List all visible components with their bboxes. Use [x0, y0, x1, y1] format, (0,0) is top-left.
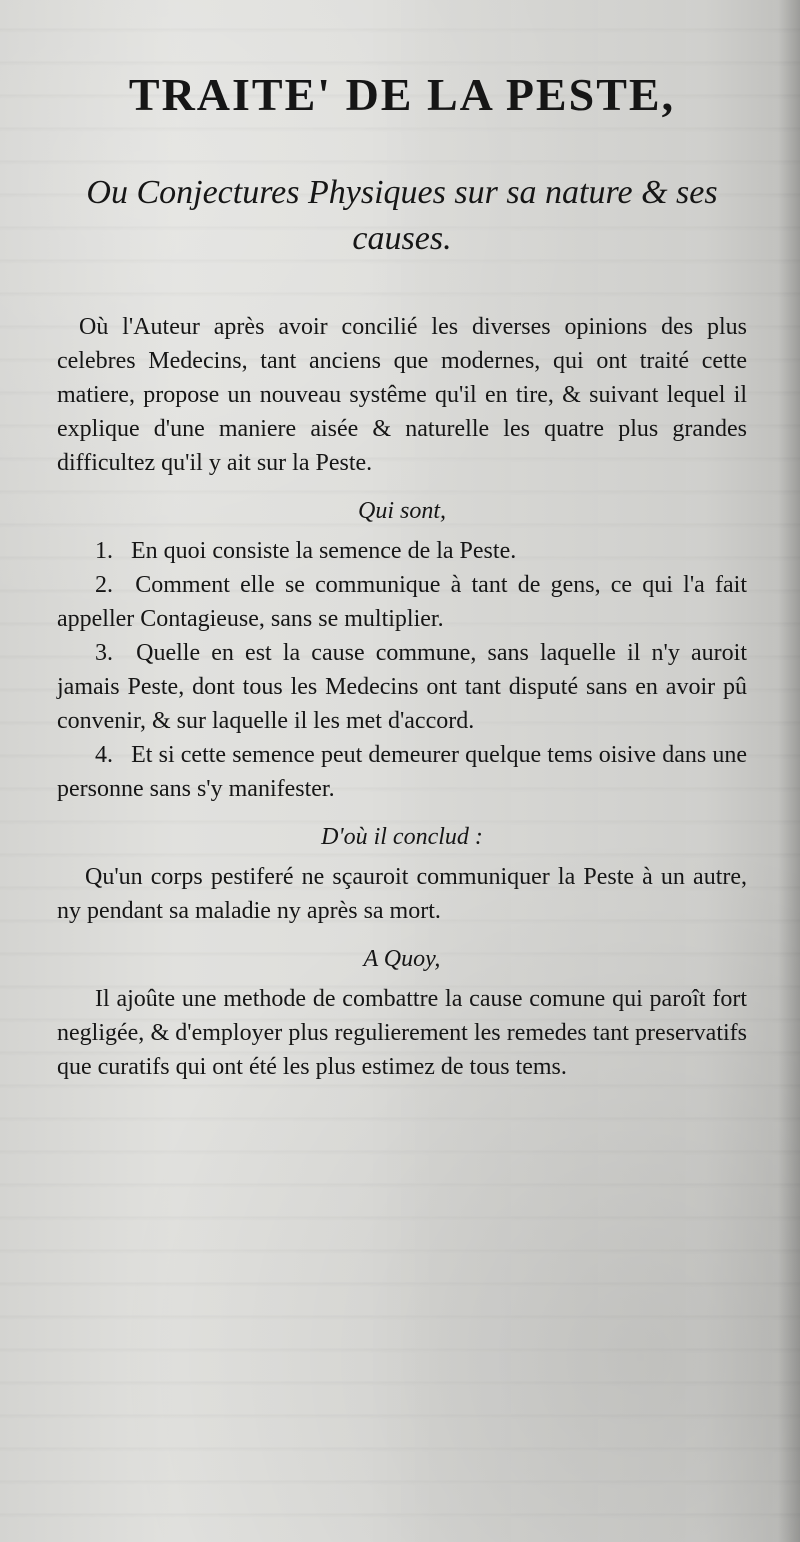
point-number: 1.	[95, 537, 113, 564]
page-edge-shadow	[778, 0, 800, 1542]
point-number: 4.	[95, 741, 113, 768]
list-item	[57, 636, 747, 738]
list-item	[57, 534, 747, 568]
page-title: TRAITE' DE LA PESTE,	[128, 69, 676, 120]
point-text: En quoi consiste la semence de la Peste.	[131, 537, 517, 564]
point-text: Comment elle se communique à tant de gens, ce qui l'a fait appeller Contagieuse, sans se multiplier.	[57, 571, 747, 632]
list-item	[57, 738, 747, 806]
point-number: 2.	[95, 571, 113, 598]
points-list	[57, 534, 747, 806]
dou-il-conclud-heading: D'où il conclud :	[321, 823, 483, 850]
method-paragraph: Il ajoûte une methode de combattre la cause comune qui paroît fort negligée, & d'employer plus regulierement les remedes tant preservatifs que curatifs qui ont été les plus estimez de tous tems.	[57, 985, 747, 1080]
conclusion-paragraph: Qu'un corps pestiferé ne sçauroit communiquer la Peste à un autre, ny pendant sa maladie ny après sa mort.	[57, 863, 747, 924]
list-item	[57, 568, 747, 636]
point-text: Quelle en est la cause commune, sans laquelle il n'y auroit jamais Peste, dont tous les Medecins ont tant disputé sans en avoir pû convenir, & sur laquelle il les met d'accord.	[57, 639, 747, 734]
a-quoy-heading: A Quoy,	[363, 945, 441, 972]
page-subtitle: Ou Conjectures Physiques sur sa nature & ses causes.	[86, 174, 718, 257]
document-content	[57, 69, 747, 1084]
qui-sont-heading: Qui sont,	[357, 497, 446, 524]
point-text: Et si cette semence peut demeurer quelque tems oisive dans une personne sans s'y manifester.	[57, 741, 747, 802]
intro-paragraph: Où l'Auteur après avoir concilié les diverses opinions des plus celebres Medecins, tant anciens que modernes, qui ont traité cette matiere, propose un nouveau systême qu'il en tire, & suivant lequel il explique d'une maniere aisée & naturelle les quatre plus grandes difficultez qu'il y ait sur la Peste.	[57, 313, 747, 476]
point-number: 3.	[95, 639, 113, 666]
